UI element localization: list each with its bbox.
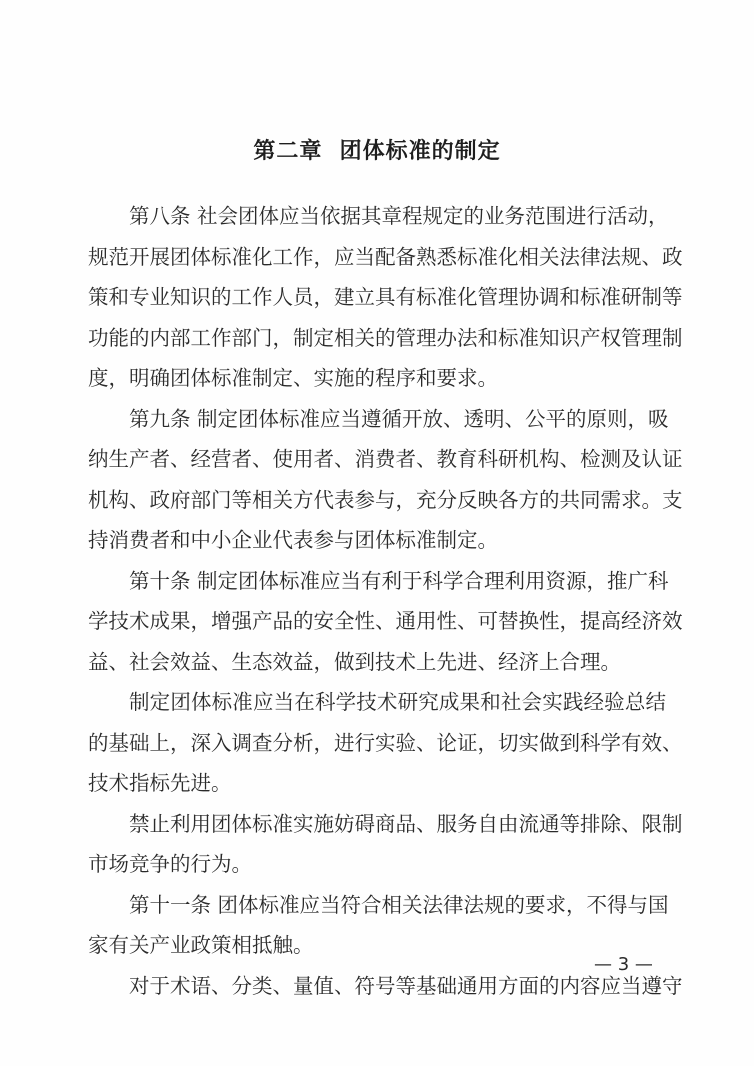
- article-9-paragraph: [88, 399, 683, 561]
- article-11-paragraph: [88, 885, 669, 966]
- prohibition-paragraph: [88, 804, 683, 885]
- paragraph-line: 第十一条 团体标准应当符合相关法律法规的要求，不得与国: [129, 892, 669, 917]
- paragraph-line: 的基础上，深入调查分析，进行实验、论证，切实做到科学有效、: [88, 730, 683, 755]
- paragraph-line: 学技术成果，增强产品的安全性、通用性、可替换性，提高经济效: [88, 609, 683, 633]
- paragraph-line: 持消费者和中小企业代表参与团体标准制定。: [88, 528, 498, 552]
- terminology-paragraph: [88, 966, 683, 1007]
- paragraph-line: 纳生产者、经营者、使用者、消费者、教育科研机构、检测及认证: [88, 447, 683, 471]
- paragraph-line: 规范开展团体标准化工作，应当配备熟悉标准化相关法律法规、政: [88, 244, 683, 269]
- paragraph-line: 度，明确团体标准制定、实施的程序和要求。: [88, 366, 498, 390]
- paragraph-line: 技术指标先进。: [88, 771, 232, 795]
- article-10-continuation-paragraph: [88, 682, 683, 804]
- chapter-title: 第二章 团体标准的制定: [253, 139, 501, 164]
- paragraph-line: 对于术语、分类、量值、符号等基础通用方面的内容应当遵守: [129, 973, 683, 998]
- article-10-paragraph: [88, 561, 683, 683]
- page-number: — 3 —: [594, 954, 653, 975]
- paragraph-line: 禁止利用团体标准实施妨碍商品、服务自由流通等排除、限制: [129, 811, 683, 836]
- paragraph-line: 制定团体标准应当在科学技术研究成果和社会实践经验总结: [129, 690, 666, 714]
- paragraph-line: 机构、政府部门等相关方代表参与，充分反映各方的共同需求。支: [88, 487, 683, 512]
- body-text: [88, 196, 683, 1006]
- paragraph-line: 第十条 制定团体标准应当有利于科学合理利用资源，推广科: [129, 568, 669, 593]
- paragraph-line: 第八条 社会团体应当依据其章程规定的业务范围进行活动，: [129, 204, 669, 228]
- article-8-paragraph: [88, 196, 683, 399]
- paragraph-line: 益、社会效益、生态效益，做到技术上先进、经济上合理。: [88, 649, 621, 674]
- paragraph-line: 第九条 制定团体标准应当遵循开放、透明、公平的原则，吸: [129, 406, 669, 431]
- paragraph-line: 家有关产业政策相抵触。: [88, 933, 314, 957]
- paragraph-line: 策和专业知识的工作人员，建立具有标准化管理协调和标准研制等: [88, 285, 683, 309]
- paragraph-line: 功能的内部工作部门，制定相关的管理办法和标准知识产权管理制: [88, 325, 683, 350]
- paragraph-line: 市场竞争的行为。: [88, 852, 252, 876]
